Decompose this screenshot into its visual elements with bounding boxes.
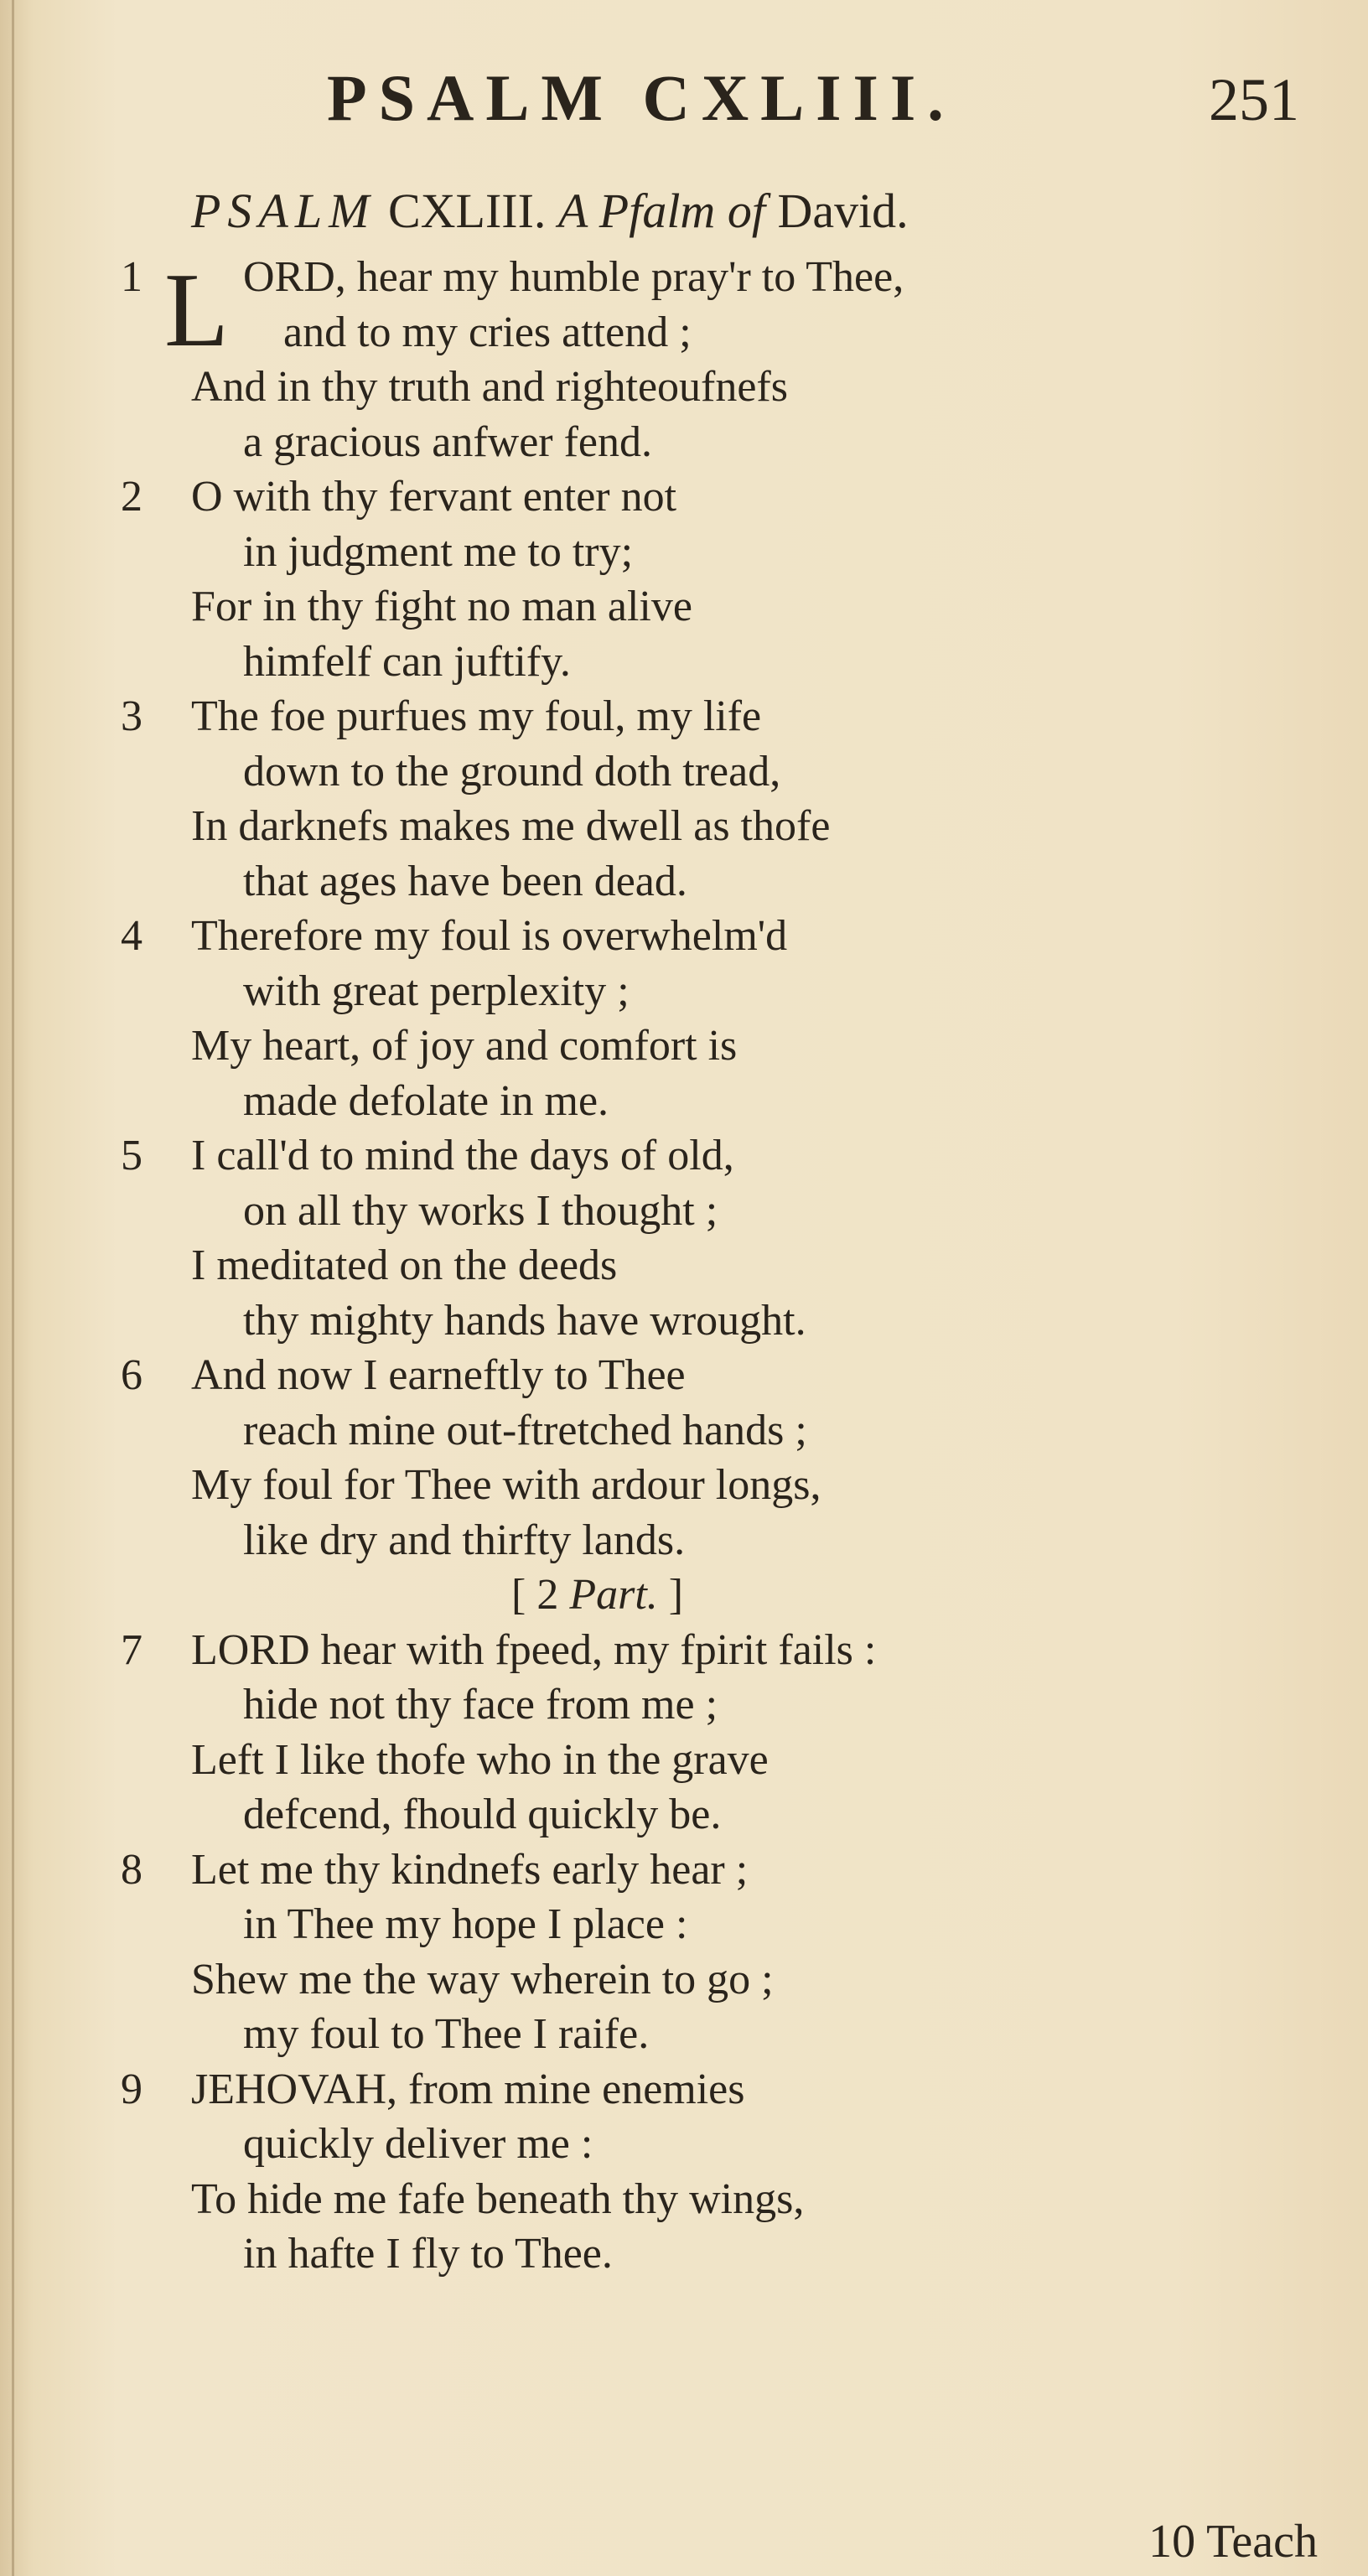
verse-text: O with thy fervant enter not — [191, 473, 677, 521]
psalm-body — [0, 250, 1368, 2282]
verse-text: quickly deliver me : — [243, 2120, 593, 2168]
verse-number: 9 — [121, 2065, 142, 2113]
verse-text: And in thy truth and righteoufnefs — [191, 363, 788, 411]
verse-text: In darknefs makes me dwell as thofe — [191, 802, 831, 850]
verse-text: My heart, of joy and comfort is — [191, 1022, 738, 1070]
verse-line — [0, 854, 1368, 910]
verse-text: For in thy fight no man alive — [191, 583, 692, 630]
verse-line — [0, 2007, 1368, 2062]
verse-text: like dry and thirfty lands. — [243, 1516, 686, 1564]
verse-number: 3 — [121, 692, 142, 740]
part-marker — [0, 1568, 1368, 1623]
verse-line — [0, 744, 1368, 800]
verse-line — [0, 689, 1368, 744]
heading-number: CXLIII. — [387, 184, 547, 238]
verse-line — [0, 1184, 1368, 1239]
verse-text: Shew me the way wherein to go ; — [191, 1955, 774, 2003]
verse-line — [0, 1018, 1368, 1074]
heading-subtitle: A Pfalm of — [557, 184, 765, 238]
catchword: 10 Teach — [1148, 2516, 1318, 2568]
verse-line — [0, 415, 1368, 470]
drop-cap: L — [164, 252, 229, 369]
verse-text: and to my cries attend ; — [283, 308, 692, 356]
verse-text: with great perplexity ; — [243, 967, 630, 1015]
verse-text: in Thee my hope I place : — [243, 1900, 688, 1948]
verse-line — [0, 635, 1368, 690]
part-bracket-open: [ — [511, 1571, 526, 1619]
heading-psalm: PSALM — [191, 184, 376, 238]
verse-line — [0, 1897, 1368, 1952]
verse-line — [0, 1293, 1368, 1349]
verse-number: 7 — [121, 1625, 142, 1674]
running-head-title: PSALM CXLIII. — [327, 61, 956, 134]
verse-text: I meditated on the deeds — [191, 1241, 618, 1289]
verse-text: JEHOVAH, from mine enemies — [191, 2065, 745, 2113]
verse-text: defcend, fhould quickly be. — [243, 1791, 722, 1838]
verse-text: Therefore my foul is overwhelm'd — [191, 912, 788, 960]
verse-text: hide not thy face from me ; — [243, 1681, 718, 1729]
verse-line — [0, 579, 1368, 635]
verse-text: himfelf can juftify. — [243, 637, 571, 686]
verse-number: 4 — [121, 912, 142, 960]
verse-line — [0, 469, 1368, 525]
verse-text: thy mighty hands have wrought. — [243, 1296, 806, 1345]
psalm-heading — [191, 183, 1314, 239]
verse-number: 8 — [121, 1845, 142, 1894]
verse-number: 6 — [121, 1351, 142, 1399]
verse-text: The foe purfues my foul, my life — [191, 692, 762, 740]
verse-text: LORD hear with fpeed, my fpirit fails : — [191, 1625, 877, 1674]
verse-text: ORD, hear my humble pray'r to Thee, — [243, 253, 904, 301]
verse-text: down to the ground doth tread, — [243, 747, 781, 796]
verse-line — [0, 1843, 1368, 1898]
verse-line — [0, 1787, 1368, 1843]
verse-line — [0, 1677, 1368, 1733]
heading-author: David. — [777, 184, 909, 238]
verse-number: 2 — [121, 473, 142, 521]
running-head — [327, 60, 1299, 144]
verse-line — [0, 1952, 1368, 2008]
part-number: 2 — [536, 1571, 559, 1619]
verse-number: 5 — [121, 1132, 142, 1179]
verse-line — [0, 1348, 1368, 1403]
verse-line — [0, 1074, 1368, 1129]
verse-line — [0, 2172, 1368, 2227]
verse-text: reach mine out-ftretched hands ; — [243, 1406, 807, 1454]
verse-text: I call'd to mind the days of old, — [191, 1132, 734, 1179]
verse-line — [0, 964, 1368, 1019]
verse-text: And now I earneftly to Thee — [191, 1351, 686, 1399]
verse-text: To hide me fafe beneath thy wings, — [191, 2174, 805, 2223]
verse-text: Left I like thofe who in the grave — [191, 1735, 769, 1784]
verse-line — [0, 1403, 1368, 1459]
verse-number: 1 — [121, 253, 142, 301]
verse-text: that ages have been dead. — [243, 857, 687, 905]
verse-line — [0, 2226, 1368, 2282]
verse-line — [0, 360, 1368, 415]
verse-line — [0, 1128, 1368, 1184]
verse-text: in judgment me to try; — [243, 527, 634, 576]
verse-line — [0, 799, 1368, 854]
page-number: 251 — [1209, 66, 1299, 133]
verse-line — [0, 1733, 1368, 1788]
verse-line — [0, 1458, 1368, 1513]
verse-text: a gracious anfwer fend. — [243, 417, 652, 466]
verse-line — [0, 2117, 1368, 2172]
verse-text: Let me thy kindnefs early hear ; — [191, 1845, 749, 1894]
verse-line — [0, 2062, 1368, 2117]
part-label: Part. — [569, 1571, 658, 1619]
verse-text: My foul for Thee with ardour longs, — [191, 1461, 821, 1509]
verse-line — [0, 909, 1368, 964]
verse-line — [0, 305, 1368, 360]
verse-text: on all thy works I thought ; — [243, 1186, 718, 1235]
part-bracket-close: ] — [668, 1571, 684, 1619]
verse-line — [0, 525, 1368, 580]
verse-line — [0, 1623, 1368, 1678]
verse-text: in hafte I fly to Thee. — [243, 2230, 613, 2278]
verse-line — [0, 1513, 1368, 1568]
verse-text: my foul to Thee I raife. — [243, 2010, 650, 2058]
verse-line — [0, 1238, 1368, 1293]
verse-text: made defolate in me. — [243, 1076, 609, 1125]
